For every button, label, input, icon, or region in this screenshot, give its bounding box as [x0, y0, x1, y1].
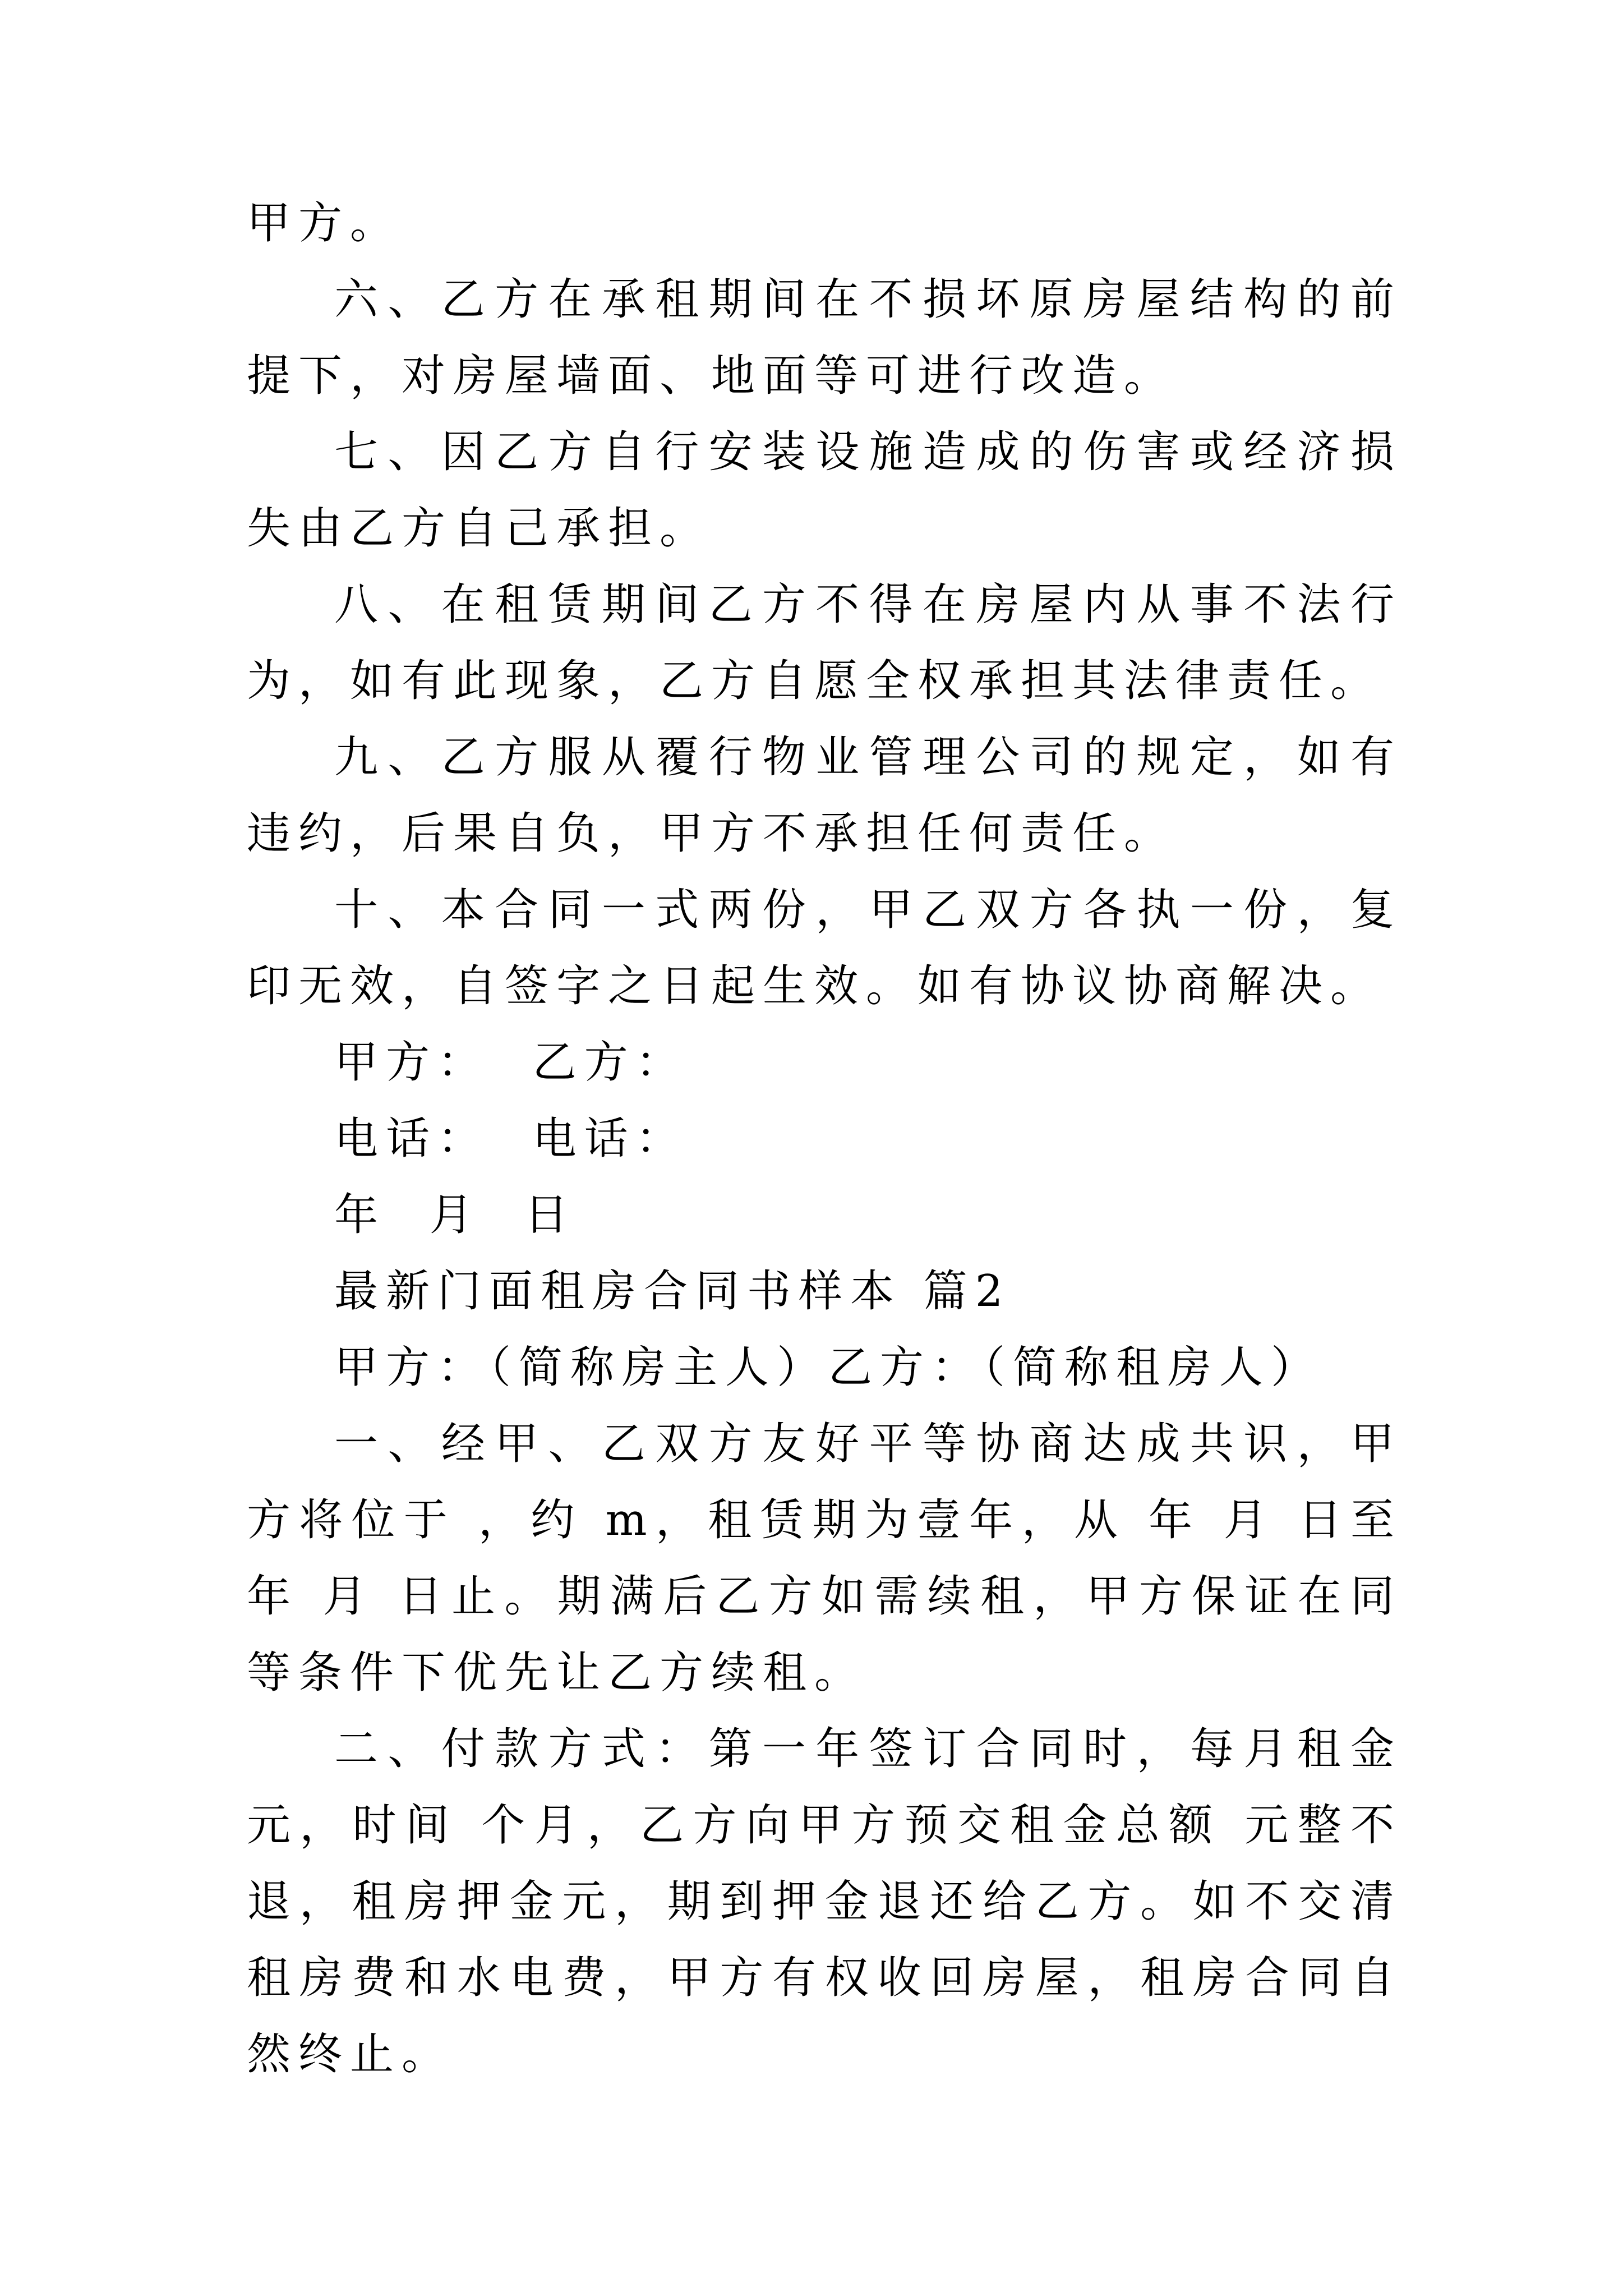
signature-date: 年 月 日 — [334, 1190, 577, 1240]
document-body — [247, 185, 1402, 2092]
clause-1: 一、经甲、乙双方友好平等协商达成共识，甲方将位于 ，约 m，租赁期为壹年，从 年 月 日至 年 月 日止。期满后乙方如需续租，甲方保证在同等条件下优先让乙方续租。 — [247, 1419, 1402, 1698]
signature-phones: 电话： 电话： — [334, 1114, 688, 1164]
clause-6: 六、乙方在承租期间在不损坏原房屋结构的前提下，对房屋墙面、地面等可进行改造。 — [247, 274, 1402, 401]
clause-10: 十、本合同一式两份，甲乙双方各执一份，复印无效，自签字之日起生效。如有协议协商解决。 — [247, 885, 1402, 1011]
clause-9: 九、乙方服从覆行物业管理公司的规定，如有违约，后果自负，甲方不承担任何责任。 — [247, 732, 1402, 859]
parties-line: 甲方：（简称房主人）乙方：（简称租房人） — [334, 1342, 1323, 1393]
paragraph-continuation: 甲方。 — [247, 198, 402, 249]
section-title: 最新门面租房合同书样本 篇2 — [334, 1266, 1011, 1317]
clause-7: 七、因乙方自行安装设施造成的伤害或经济损失由乙方自己承担。 — [247, 427, 1402, 554]
clause-8: 八、在租赁期间乙方不得在房屋内从事不法行为，如有此现象，乙方自愿全权承担其法律责任。 — [247, 579, 1402, 706]
clause-2: 二、付款方式：第一年签订合同时，每月租金 元，时间 个月，乙方向甲方预交租金总额 元整不退，租房押金元，期到押金退还给乙方。如不交清租房费和水电费，甲方有权收回房屋，租房合同自然终止。 — [247, 1724, 1402, 2079]
signature-parties: 甲方： 乙方： — [334, 1037, 688, 1088]
